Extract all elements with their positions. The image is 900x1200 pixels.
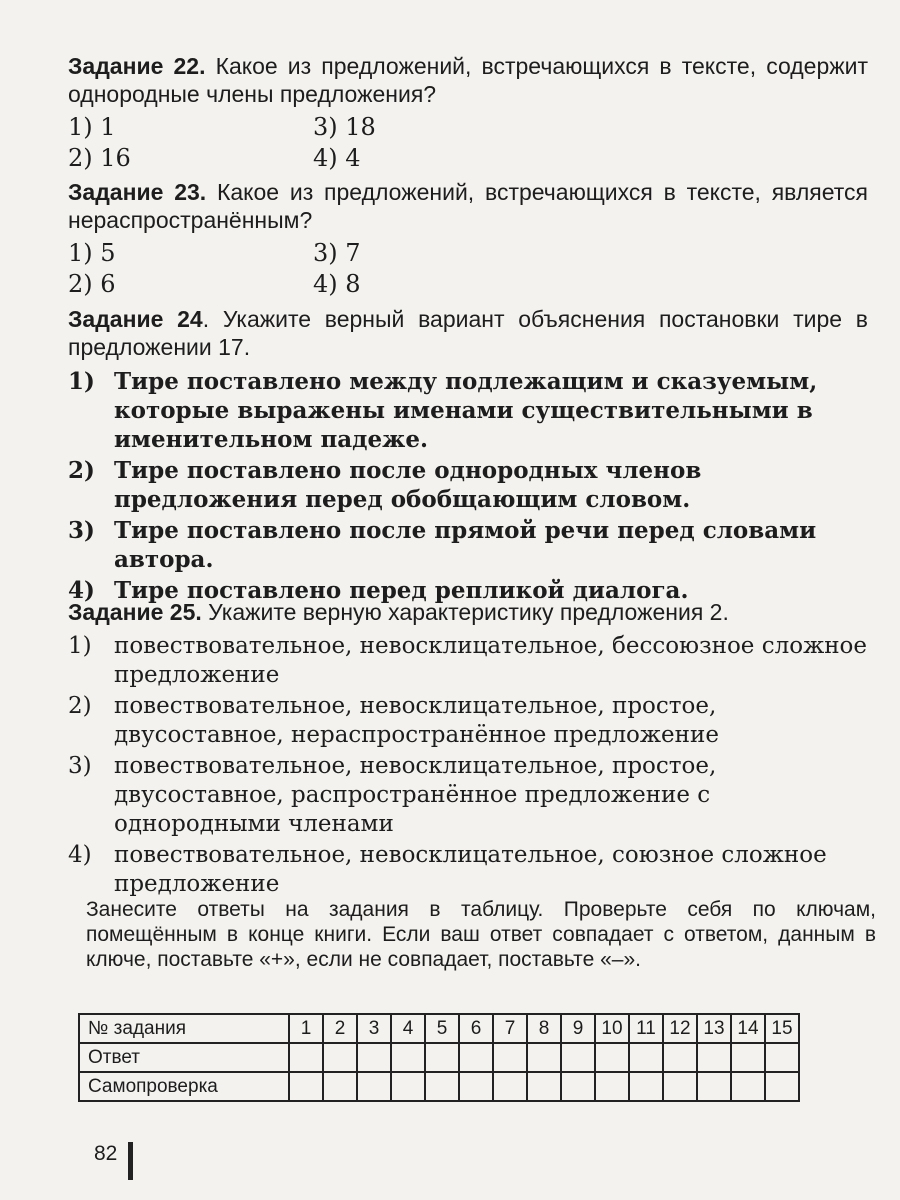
table-cell	[493, 1072, 527, 1101]
table-cell	[527, 1072, 561, 1101]
table-header-cell: 15	[765, 1014, 799, 1043]
table-row-label: Ответ	[79, 1043, 289, 1072]
task-25-question	[68, 598, 868, 626]
task-24	[68, 305, 868, 607]
table-cell	[595, 1072, 629, 1101]
task-23	[68, 178, 868, 300]
task-23-question	[68, 178, 868, 234]
table-cell	[289, 1043, 323, 1072]
task-25-option-1	[68, 632, 868, 690]
table-cell	[391, 1043, 425, 1072]
task-25-text: Укажите верную характеристику предложения 2.	[208, 599, 729, 625]
table-header-cell: 11	[629, 1014, 663, 1043]
answer-table	[78, 1013, 800, 1102]
task-23-options	[68, 238, 868, 300]
option-number: 1)	[68, 633, 92, 659]
table-row	[79, 1043, 799, 1072]
table-cell	[289, 1072, 323, 1101]
option-number: 2)	[68, 270, 93, 298]
table-cell	[561, 1072, 595, 1101]
table-cell	[323, 1043, 357, 1072]
table-cell	[357, 1043, 391, 1072]
table-header-cell: 12	[663, 1014, 697, 1043]
task-22-option-2	[68, 143, 313, 174]
task-22-option-4	[313, 143, 558, 174]
table-cell	[391, 1072, 425, 1101]
table-cell	[493, 1043, 527, 1072]
option-text: повествовательное, невосклицательное, бессоюзное сложное предложение	[114, 633, 868, 688]
option-number: 3)	[68, 517, 95, 544]
table-cell	[629, 1043, 663, 1072]
table-row	[79, 1014, 799, 1043]
option-number: 4)	[313, 144, 338, 172]
table-cell	[731, 1072, 765, 1101]
option-text: 7	[345, 239, 361, 267]
page-number: 82	[94, 1142, 118, 1165]
option-text: повествовательное, невосклицательное, союзное сложное предложение	[114, 842, 827, 897]
task-22-option-1	[68, 112, 313, 143]
table-header-cell: 6	[459, 1014, 493, 1043]
task-23-option-3	[313, 238, 558, 269]
option-text: 4	[345, 144, 361, 172]
table-cell	[561, 1043, 595, 1072]
table-cell	[765, 1043, 799, 1072]
table-header-cell: 14	[731, 1014, 765, 1043]
table-header-cell: 9	[561, 1014, 595, 1043]
table-cell	[425, 1072, 459, 1101]
table-header-cell: 4	[391, 1014, 425, 1043]
option-number: 3)	[313, 113, 338, 141]
task-24-title: Задание 24	[68, 306, 203, 332]
table-row-label: № задания	[79, 1014, 289, 1043]
option-number: 2)	[68, 693, 92, 719]
table-row	[79, 1072, 799, 1101]
table-cell	[697, 1043, 731, 1072]
task-22-question	[68, 52, 868, 108]
table-cell	[459, 1072, 493, 1101]
table-header-cell: 3	[357, 1014, 391, 1043]
task-24-question	[68, 305, 868, 361]
task-25-title: Задание 25.	[68, 599, 202, 625]
option-text: Тире поставлено после однородных членов предложения перед обобщающим словом.	[114, 457, 702, 513]
option-text: 8	[345, 270, 361, 298]
task-25-option-2	[68, 692, 868, 750]
option-number: 3)	[68, 753, 92, 779]
task-25-options	[68, 632, 868, 899]
task-25-option-4	[68, 841, 868, 899]
option-number: 2)	[68, 144, 93, 172]
task-23-option-1	[68, 238, 313, 269]
option-number: 1)	[68, 239, 93, 267]
task-22-title: Задание 22.	[68, 53, 206, 79]
table-cell	[323, 1072, 357, 1101]
task-25	[68, 598, 868, 901]
task-22-options	[68, 112, 868, 174]
task-23-option-2	[68, 269, 313, 300]
task-24-option-3	[68, 516, 868, 574]
table-cell	[629, 1072, 663, 1101]
task-22-text: Какое из предложений, встречающихся в тексте, содержит однородные члены предложения?	[68, 53, 869, 107]
option-text: 1	[100, 113, 116, 141]
table-header-cell: 5	[425, 1014, 459, 1043]
table-cell	[357, 1072, 391, 1101]
option-text: 18	[345, 113, 376, 141]
option-number: 4)	[68, 842, 92, 868]
table-row-label: Самопроверка	[79, 1072, 289, 1101]
task-22-option-3	[313, 112, 558, 143]
table-cell	[697, 1072, 731, 1101]
option-text: 16	[100, 144, 131, 172]
table-header-cell: 2	[323, 1014, 357, 1043]
option-number: 1)	[68, 368, 95, 395]
table-cell	[595, 1043, 629, 1072]
option-text: 6	[100, 270, 116, 298]
table-cell	[731, 1043, 765, 1072]
table-cell	[527, 1043, 561, 1072]
task-24-text: . Укажите верный вариант объяснения постановки тире в предложении 17.	[68, 306, 868, 360]
task-25-option-3	[68, 752, 868, 839]
task-23-title: Задание 23.	[68, 179, 207, 205]
option-number: 4)	[68, 577, 95, 604]
table-cell	[425, 1043, 459, 1072]
table-header-cell: 1	[289, 1014, 323, 1043]
option-number: 4)	[313, 270, 338, 298]
table-header-cell: 10	[595, 1014, 629, 1043]
page-margin-bar	[128, 1142, 133, 1180]
table-header-cell: 13	[697, 1014, 731, 1043]
option-number: 2)	[68, 457, 95, 484]
option-text: Тире поставлено между подлежащим и сказуемым, которые выражены именами существительными в именительном падеже.	[114, 368, 818, 453]
option-text: Тире поставлено после прямой речи перед словами автора.	[114, 517, 817, 573]
option-text: 5	[100, 239, 116, 267]
option-number: 3)	[313, 239, 338, 267]
task-23-option-4	[313, 269, 558, 300]
task-24-option-1	[68, 367, 868, 454]
task-23-text: Какое из предложений, встречающихся в тексте, является нераспространённым?	[68, 179, 869, 233]
table-header-cell: 7	[493, 1014, 527, 1043]
option-text: повествовательное, невосклицательное, простое, двусоставное, распространённое предложение с однородными членами	[114, 753, 717, 837]
option-text: повествовательное, невосклицательное, простое, двусоставное, нераспространённое предложение	[114, 693, 719, 748]
table-cell	[459, 1043, 493, 1072]
table-header-cell: 8	[527, 1014, 561, 1043]
table-cell	[663, 1043, 697, 1072]
task-24-options	[68, 367, 868, 605]
instructions-note: Занесите ответы на задания в таблицу. Проверьте себя по ключам, помещённым в конце книги. Если ваш ответ совпадает с ответом, данным в ключе, поставьте «+», если не совпадает, поставьте «–».	[86, 898, 876, 971]
table-cell	[765, 1072, 799, 1101]
option-number: 1)	[68, 113, 93, 141]
table-cell	[663, 1072, 697, 1101]
task-22	[68, 52, 868, 174]
task-24-option-2	[68, 456, 868, 514]
option-text: Тире поставлено перед репликой диалога.	[114, 577, 689, 604]
